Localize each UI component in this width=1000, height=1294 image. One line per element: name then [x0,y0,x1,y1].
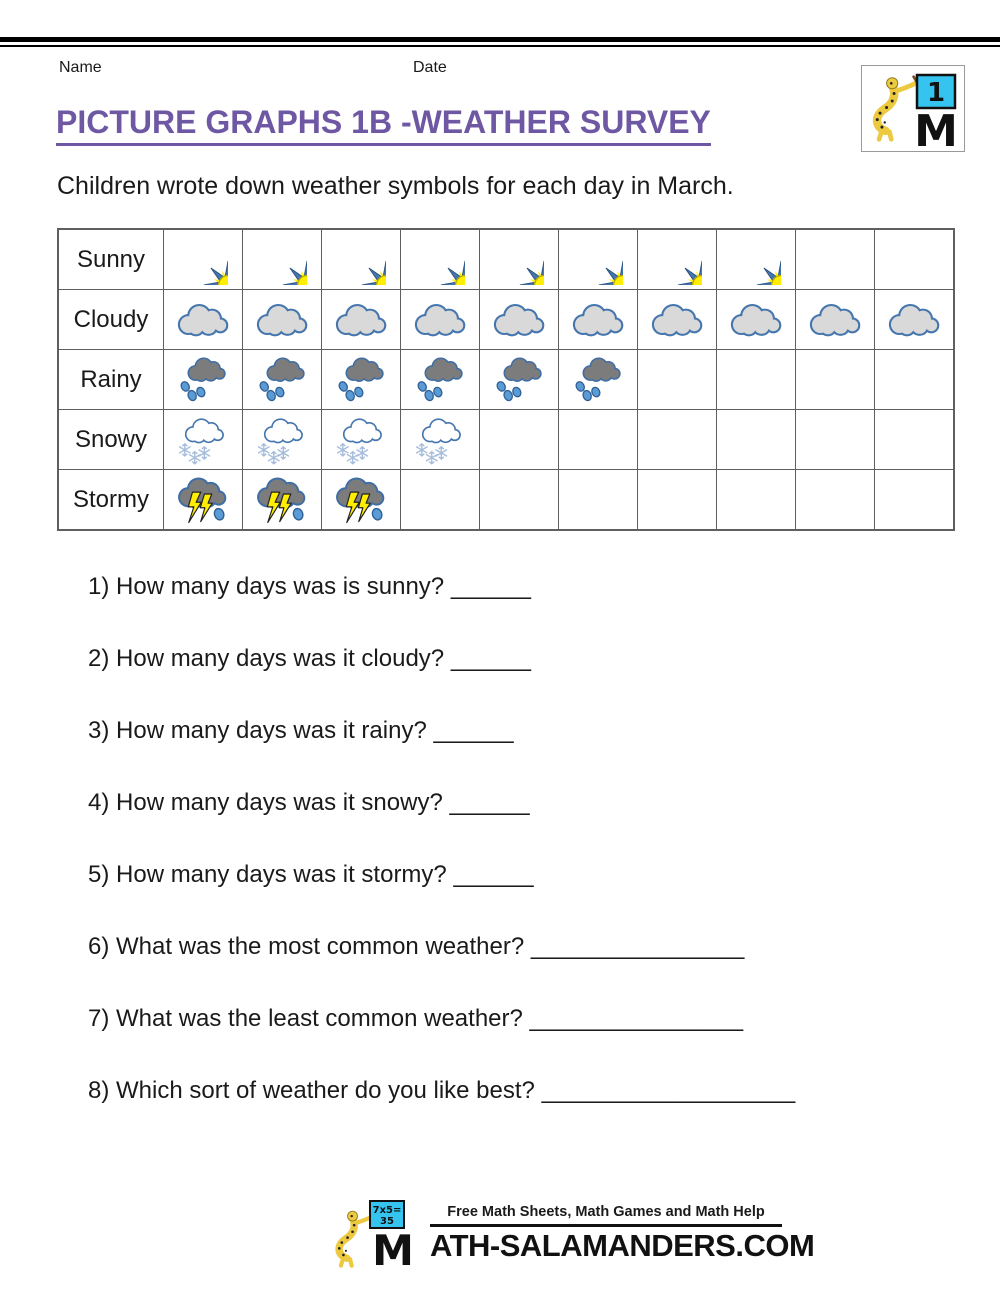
storm-cloud-icon [333,472,390,527]
pictograph-cell-empty [480,410,559,470]
pictograph-cell-filled [243,410,322,470]
answer-blank: ________________ [530,933,745,960]
snow-cloud-icon [335,412,387,467]
pictograph-cell-filled [164,290,243,350]
pictograph-cell-filled [717,229,796,290]
pictograph-cell-filled [480,350,559,410]
pictograph-cell-filled [164,470,243,531]
date-label: Date [413,59,447,76]
pictograph-cell-filled [401,290,480,350]
pictograph-cell-filled [164,410,243,470]
snow-cloud-icon [256,412,308,467]
row-label: Cloudy [58,290,164,350]
top-rule-thick [0,37,1000,42]
pictograph-cell-filled [559,290,638,350]
question-text: 5) How many days was it stormy? [88,861,447,888]
storm-cloud-icon [175,472,232,527]
pictograph-cell-empty [875,410,955,470]
cloud-icon [650,301,705,338]
pictograph-cell-empty [875,350,955,410]
pictograph-cell-empty [717,470,796,531]
pictograph-cell-empty [796,470,875,531]
rain-cloud-icon [256,352,308,407]
pictograph-cell-filled [243,350,322,410]
questions-list [88,570,795,1146]
sun-icon [652,235,702,285]
answer-blank: ______ [450,645,531,672]
snow-cloud-icon [177,412,229,467]
sun-icon [415,235,465,285]
pictograph-cell-empty [638,470,717,531]
question-2 [88,642,795,676]
sun-icon [573,235,623,285]
rain-cloud-icon [414,352,466,407]
corner-logo-number: 1 [926,78,946,108]
pictograph-cell-empty [796,229,875,290]
cloud-icon [413,301,468,338]
pictograph-cell-filled [559,350,638,410]
rain-cloud-icon [493,352,545,407]
cloud-icon [571,301,626,338]
question-text: 4) How many days was it snowy? [88,789,443,816]
pictograph-cell-filled [480,229,559,290]
pictograph-cell-filled [322,229,401,290]
question-6 [88,930,795,964]
footer-text-column [430,1199,815,1264]
cloud-icon [255,301,310,338]
pictograph-cell-filled [322,470,401,531]
cloud-icon [176,301,231,338]
pictograph-cell-filled [164,229,243,290]
question-7 [88,1002,795,1036]
pictograph-cell-empty [638,410,717,470]
pictograph-cell-filled [322,410,401,470]
pictograph-cell-filled [638,229,717,290]
pictograph-cell-filled [401,410,480,470]
footer-tagline: Free Math Sheets, Math Games and Math Help [447,1204,765,1220]
sun-icon [336,235,386,285]
footer-logotype: ATH-SALAMANDERS.COM [430,1228,815,1263]
weather-pictograph-table [57,228,955,531]
pictograph-cell-empty [638,350,717,410]
question-text: 1) How many days was is sunny? [88,573,445,600]
footer-logo-image [330,1199,428,1269]
question-5 [88,858,795,892]
pictograph-cell-filled [559,229,638,290]
page-title: PICTURE GRAPHS 1B -WEATHER SURVEY [56,103,711,146]
question-text: 7) What was the least common weather? [88,1005,523,1032]
footer-board-line1: 7x5= [372,1205,402,1216]
corner-logo-letter: M [914,106,958,152]
question-text: 6) What was the most common weather? [88,933,525,960]
rain-cloud-icon [572,352,624,407]
intro-text: Children wrote down weather symbols for each day in March. [57,172,734,200]
answer-blank: ___________________ [541,1077,796,1104]
pictograph-row-stormy [58,470,954,531]
row-label: Rainy [58,350,164,410]
question-text: 2) How many days was it cloudy? [88,645,445,672]
sun-icon [731,235,781,285]
pictograph-cell-filled [322,350,401,410]
cloud-icon [492,301,547,338]
cloud-icon [887,301,942,338]
question-8 [88,1074,795,1108]
question-text: 8) Which sort of weather do you like best? [88,1077,535,1104]
pictograph-cell-filled [638,290,717,350]
pictograph-cell-empty [401,470,480,531]
rain-cloud-icon [177,352,229,407]
pictograph-cell-filled [164,350,243,410]
snow-cloud-icon [414,412,466,467]
pictograph-cell-empty [480,470,559,531]
footer-logotype-m: M [372,1226,414,1269]
cloud-icon [334,301,389,338]
answer-blank: ______ [450,573,531,600]
storm-cloud-icon [254,472,311,527]
pictograph-cell-empty [559,470,638,531]
cloud-icon [808,301,863,338]
question-3 [88,714,795,748]
answer-blank: ______ [449,789,530,816]
cloud-icon [729,301,784,338]
sun-icon [494,235,544,285]
corner-logo [861,65,965,152]
pictograph-cell-filled [401,350,480,410]
pictograph-cell-filled [717,290,796,350]
footer-logo [330,1199,815,1269]
sun-icon [257,235,307,285]
row-label: Stormy [58,470,164,531]
pictograph-cell-filled [243,229,322,290]
pictograph-cell-filled [401,229,480,290]
pictograph-cell-filled [243,290,322,350]
answer-blank: ______ [433,717,514,744]
pictograph-row-rainy [58,350,954,410]
pictograph-cell-empty [717,350,796,410]
footer-board-line2: 35 [380,1216,394,1227]
sun-icon [178,235,228,285]
row-label: Sunny [58,229,164,290]
name-label: Name [59,59,102,76]
answer-blank: ________________ [529,1005,744,1032]
question-4 [88,786,795,820]
pictograph-row-cloudy [58,290,954,350]
pictograph-cell-empty [796,410,875,470]
pictograph-cell-filled [875,290,955,350]
pictograph-cell-empty [875,229,955,290]
pictograph-row-snowy [58,410,954,470]
pictograph-cell-empty [559,410,638,470]
pictograph-row-sunny [58,229,954,290]
pictograph-cell-empty [717,410,796,470]
pictograph-cell-filled [243,470,322,531]
pictograph-cell-filled [322,290,401,350]
footer-rule [430,1224,782,1227]
rain-cloud-icon [335,352,387,407]
question-text: 3) How many days was it rainy? [88,717,427,744]
pictograph-cell-filled [796,290,875,350]
corner-logo-image [861,65,965,152]
pictograph-cell-filled [480,290,559,350]
pictograph-cell-empty [875,470,955,531]
row-label: Snowy [58,410,164,470]
question-1 [88,570,795,604]
pictograph-cell-empty [796,350,875,410]
top-rule-thin [0,45,1000,47]
answer-blank: ______ [453,861,534,888]
